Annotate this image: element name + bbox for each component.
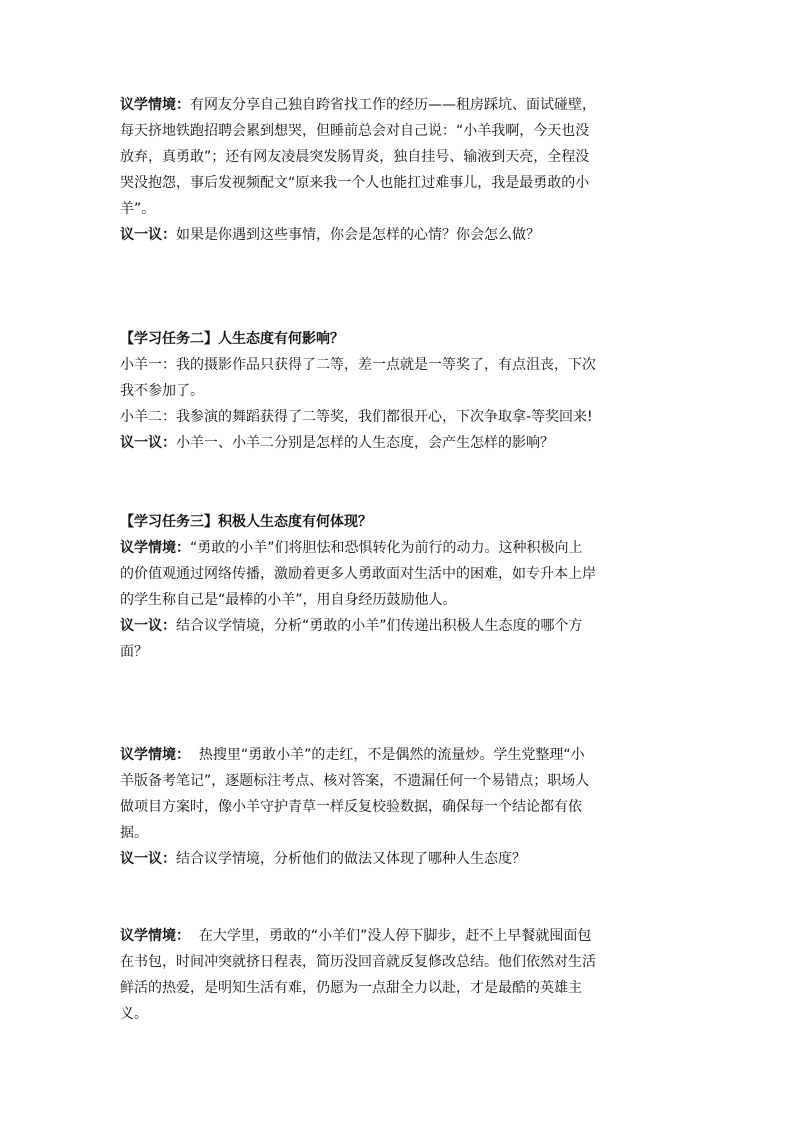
text-line: 我不参加了。 <box>120 383 204 399</box>
text-line: 鲜活的热爱，是明知生活有难，仍愿为一点甜全力以赴，才是最酷的英雄主 <box>120 980 582 996</box>
text-line: 议学情境：有网友分享自己独自跨省找工作的经历——租房踩坑、面试碰壁， <box>120 97 596 113</box>
situation-label: 议学情境： <box>120 928 190 944</box>
text-line: 义。 <box>120 1006 148 1022</box>
discussion-question-3: 议一议：结合议学情境，分析“勇敢的小羊”们传递出积极人生态度的哪个方 <box>120 618 583 634</box>
text-line: 据。 <box>120 825 148 841</box>
text-line: 在书包，时间冲突就挤日程表，简历没回音就反复修改总结。他们依然对生活 <box>120 954 596 970</box>
text-line: 小羊二：我参演的舞蹈获得了二等奖，我们都很开心，下次争取拿-等奖回来! <box>120 409 593 425</box>
text-line: 小羊一：我的摄影作品只获得了二等，差一点就是一等奖了，有点沮丧，下次 <box>120 357 596 373</box>
text-line: 议学情境： 在大学里，勇敢的“小羊们”没人停下脚步，赶不上早餐就囤面包 <box>120 928 592 944</box>
situation-4 <box>120 742 680 872</box>
discuss-label: 议一议： <box>120 851 176 867</box>
discussion-question-4: 议一议：结合议学情境，分析他们的做法又体现了哪种人生态度？ <box>120 851 526 867</box>
situation-label: 议学情境： <box>120 97 190 113</box>
text-line: 放弃，真勇敢”；还有网友凌晨突发肠胃炎，独自挂号、输液到天亮，全程没 <box>120 149 590 165</box>
text-line: 哭没抱怨，事后发视频配文“原来我一个人也能扛过难事儿，我是最勇敢的小 <box>120 175 590 191</box>
discussion-question-2: 议一议：小羊一、小羊二分别是怎样的人生态度，会产生怎样的影响？ <box>120 435 554 451</box>
situation-1 <box>120 92 680 248</box>
learning-task-2 <box>120 326 680 456</box>
text-line: 羊版备考笔记”，逐题标注考点、核对答案，不遗漏任何一个易错点；职场人 <box>120 773 590 789</box>
text-line: 议学情境： 热搜里“勇敢小羊”的走红，不是偶然的流量炒。学生党整理“小 <box>120 747 585 763</box>
text-line: 议学情境：“勇敢的小羊”们将胆怯和恐惧转化为前行的动力。这种积极向上 <box>120 540 583 556</box>
task-heading: 【学习任务三】积极人生态度有何体现？ <box>120 514 372 530</box>
text-line: 每天挤地铁跑招聘会累到想哭，但睡前总会对自己说：“小羊我啊，今天也没 <box>120 123 590 139</box>
situation-5 <box>120 923 680 1027</box>
text-line: 做项目方案时，像小羊守护青草一样反复校验数据，确保每一个结论都有依 <box>120 799 582 815</box>
situation-label: 议学情境： <box>120 540 190 556</box>
text-line: 的学生称自己是“最棒的小羊”，用自身经历鼓励他人。 <box>120 592 457 608</box>
text-line: 羊”。 <box>120 201 156 217</box>
text-line: 的价值观通过网络传播，激励着更多人勇敢面对生活中的困难，如专升本上岸 <box>120 566 596 582</box>
discuss-label: 议一议： <box>120 435 176 451</box>
situation-label: 议学情境： <box>120 747 190 763</box>
task-heading: 【学习任务二】人生态度有何影响？ <box>120 331 344 347</box>
text-line: 面？ <box>120 644 148 660</box>
discuss-label: 议一议： <box>120 227 176 243</box>
discuss-label: 议一议： <box>120 618 176 634</box>
learning-task-3 <box>120 509 680 665</box>
discussion-question-1: 议一议：如果是你遇到这些事情，你会是怎样的心情？你会怎么做？ <box>120 227 540 243</box>
